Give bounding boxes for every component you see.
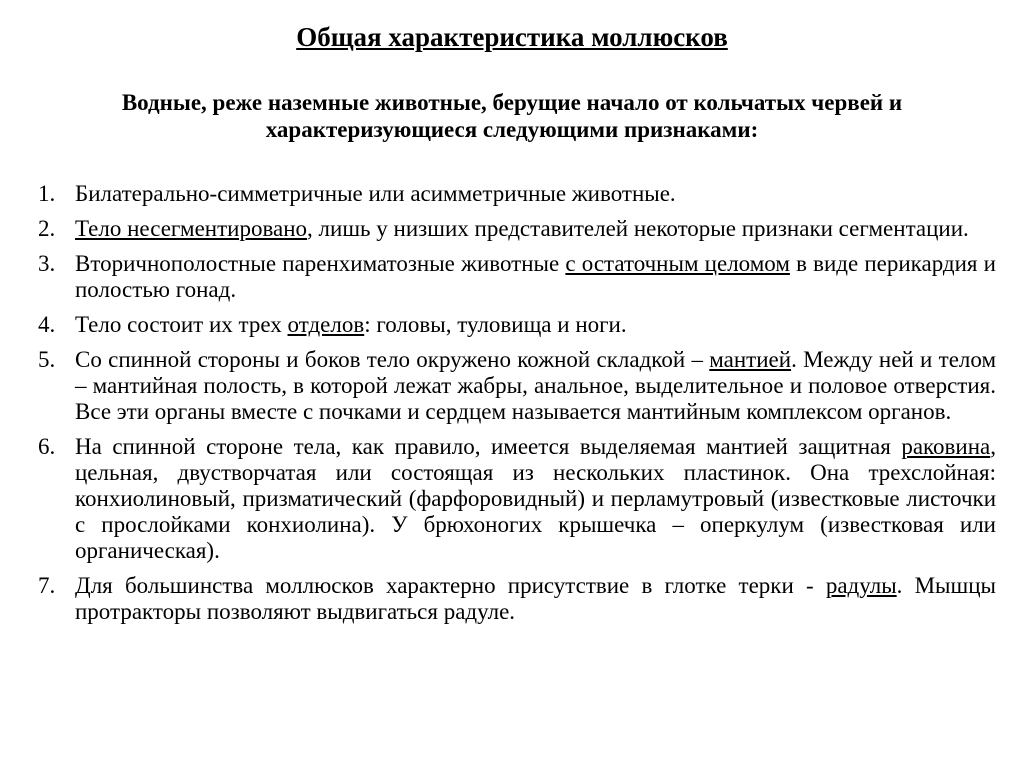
list-item-text: Тело состоит их трех (75, 312, 288, 337)
underlined-term: отделов (287, 312, 365, 337)
list-item (38, 216, 996, 242)
list-item (38, 434, 996, 564)
list-item-number: 1. (38, 181, 56, 206)
list-item-number: 5. (38, 347, 56, 372)
characteristics-list (38, 181, 996, 634)
list-item-text: . Между ней и телом – мантийная полость, в которой лежат жабры, анальное, выделительное и половое отверстия. Все эти органы вместе с почками и сердцем называется мантийным комплексом органов. (75, 347, 996, 424)
list-item-text: в виде перикардия и полостью гонад. (75, 251, 996, 302)
page-title: Общая характеристика моллюсков (296, 22, 728, 52)
list-item (38, 181, 996, 207)
list-item-text: : головы, туловища и ноги. (364, 312, 627, 337)
list-item-text: , лишь у низших представителей некоторые признаки сегментации. (307, 216, 969, 241)
list-item (38, 573, 996, 625)
list-item-number: 7. (38, 573, 56, 598)
underlined-term: Тело несегментировано (75, 216, 308, 241)
list-item-text: На спинной стороне тела, как правило, имеется выделяемая мантией защитная (75, 434, 902, 459)
list-item (38, 347, 996, 425)
list-item-number: 2. (38, 216, 56, 241)
underlined-term: раковина (901, 434, 991, 459)
list-item-text: Вторичнополостные паренхиматозные животные (75, 251, 566, 276)
list-item-number: 3. (38, 251, 56, 276)
list-item-number: 6. (38, 434, 56, 459)
underlined-term: с остаточным целомом (565, 251, 790, 276)
subtitle: Водные, реже наземные животные, берущие начало от кольчатых червей и характеризующиеся следующими признаками: (121, 90, 903, 142)
list-item-text: Билатерально-симметричные или асимметричные животные. (75, 181, 676, 206)
list-item (38, 251, 996, 303)
list-item-text: . Мышцы протракторы позволяют выдвигаться радуле. (75, 573, 996, 624)
list-item (38, 312, 996, 338)
list-item-text: Со спинной стороны и боков тело окружено кожной складкой – (75, 347, 710, 372)
list-item-number: 4. (38, 312, 56, 337)
list-item-text: Для большинства моллюсков характерно присутствие в глотке терки - (75, 573, 826, 598)
underlined-term: мантией (709, 347, 792, 372)
list-item-text: , цельная, двустворчатая или состоящая из нескольких пластинок. Она трехслойная: конхиолиновый, призматический (фарфоровидный) и перламутровый (известковые листочки с прослойками конхиолина). У брюхоногих крышечка – оперкулум (известковая или органическая). (75, 434, 996, 563)
underlined-term: радулы (825, 573, 897, 598)
